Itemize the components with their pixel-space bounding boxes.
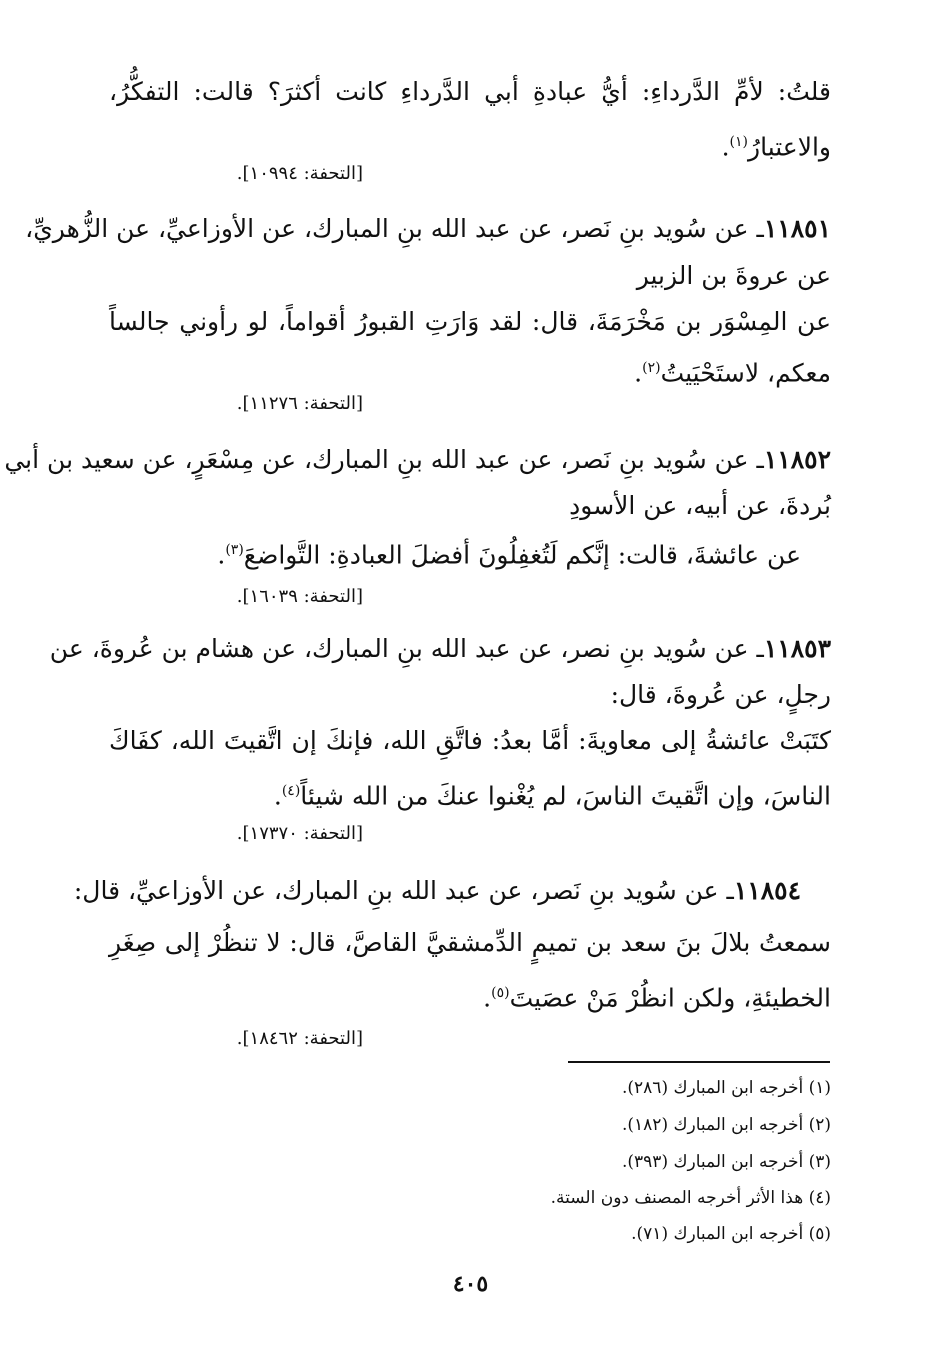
footnote-2: (٢) أخرجه ابن المبارك (١٨٢). [621,1115,831,1135]
hadith-11852-isnad-line-1 [4,442,831,478]
tuhfa-reference-18462: [التحفة: ١٨٤٦٢]. [236,1028,363,1049]
hadith-11854-matn-text: الخطيئةِ، ولكن انظُرْ مَنْ عصَيتَ [509,983,831,1013]
hadith-number-11853: ١١٨٥٣ [763,634,831,663]
hadith-11851-tail: . [634,358,643,388]
hadith-number-11852: ١١٨٥٢ [763,445,831,474]
tuhfa-reference-16039: [التحفة: ١٦٠٣٩]. [236,586,363,607]
intro-line-1: قلتُ: لأمِّ الدَّرداءِ: أيُّ عبادةِ أبي الدَّرداءِ كانت أكثرَ؟ قالت: التفكُّرُ، [109,77,831,106]
hadith-11851-matn-line-2 [109,350,831,391]
hadith-11851-isnad-text: ـ عن سُويد بنِ نَصر، عن عبد الله بنِ المبارك، عن الأوزاعيِّ، عن الزُّهريِّ، [25,214,764,243]
hadith-11852-isnad-text: ـ عن سُويد بنِ نَصر، عن عبد الله بنِ المبارك، عن مِسْعَرٍ، عن سعيد بن أبي [4,445,764,474]
footnote-separator [568,1061,830,1063]
hadith-11853-isnad-line-2: رجلٍ، عن عُروةَ، قال: [610,680,831,709]
hadith-11853-isnad-text: ـ عن سُويد بنِ نصر، عن عبد الله بنِ المبارك، عن هشام بن عُروةَ، عن [49,634,764,663]
footnote-5: (٥) أخرجه ابن المبارك (٧١). [631,1224,831,1244]
hadith-11853-tail: . [273,781,282,811]
tuhfa-reference-10994: [التحفة: ١٠٩٩٤]. [236,163,363,184]
hadith-11854-isnad-text: ـ عن سُويد بنِ نَصر، عن عبد الله بنِ المبارك، عن الأوزاعيِّ، قال: [73,876,734,905]
hadith-11853-matn-line-2 [109,773,831,814]
hadith-11853-matn-text: الناسَ، وإن اتَّقيتَ الناسَ، لم يُغْنوا عنكَ من الله شيئاً [300,781,831,811]
hadith-11852-matn-line-1 [109,532,801,573]
hadith-11852-matn-text: عن عائشةَ، قالت: إنَّكم لَتُغفِلُونَ أفضلَ العبادةِ: التَّواضعَ [243,540,801,570]
intro-text: والاعتبارُ [748,132,831,162]
intro-line-2 [109,124,831,165]
hadith-11853-isnad-line-1 [49,631,831,667]
footnote-1: (١) أخرجه ابن المبارك (٢٨٦). [621,1078,831,1098]
intro-tail: . [721,132,730,162]
footnote-ref-3[interactable]: (٣) [225,542,244,558]
hadith-11851-isnad-line-2: عن عروةَ بن الزبير [636,261,831,290]
hadith-11852-tail: . [217,540,226,570]
hadith-number-11854: ١١٨٥٤ [733,876,801,905]
hadith-11851-isnad-line-1 [25,211,831,247]
hadith-number-11851: ١١٨٥١ [763,214,831,243]
hadith-11852-isnad-line-2: بُردةَ، عن أبيه، عن الأسودِ [569,491,831,520]
hadith-11854-tail: . [483,983,492,1013]
tuhfa-reference-17370: [التحفة: ١٧٣٧٠]. [236,823,363,844]
hadith-11851-matn-text: معكم، لاستَحْيَيتُ [660,358,831,388]
footnote-3: (٣) أخرجه ابن المبارك (٣٩٣). [621,1152,831,1172]
tuhfa-reference-11276: [التحفة: ١١٢٧٦]. [236,393,363,414]
footnote-ref-2[interactable]: (٢) [642,360,661,376]
footnote-ref-4[interactable]: (٤) [281,783,301,799]
hadith-11854-matn-line-1: سمعتُ بلالَ بنَ سعد بن تميمٍ الدِّمشقيَّ القاصَّ، قال: لا تنظُرْ إلى صِغَرِ [109,928,831,957]
hadith-11854-matn-line-2 [109,975,831,1016]
hadith-11853-matn-line-1: كتَبَتْ عائشةُ إلى معاويةَ: أمَّا بعدُ: فاتَّقِ الله، فإنكَ إن اتَّقيتَ الله، كفَاكَ [109,726,831,755]
page-number: ٤٠٥ [452,1271,489,1297]
hadith-11851-matn-line-1: عن المِسْوَر بن مَخْرَمَةَ، قال: لقد وَارَتِ القبورُ أقواماً، لو رأوني جالساً [109,307,831,336]
footnote-4: (٤) هذا الأثر أخرجه المصنف دون الستة. [550,1188,831,1208]
footnote-ref-1[interactable]: (١) [729,134,749,150]
hadith-11854-isnad-line-1 [73,873,801,909]
footnote-ref-5[interactable]: (٥) [491,985,510,1001]
